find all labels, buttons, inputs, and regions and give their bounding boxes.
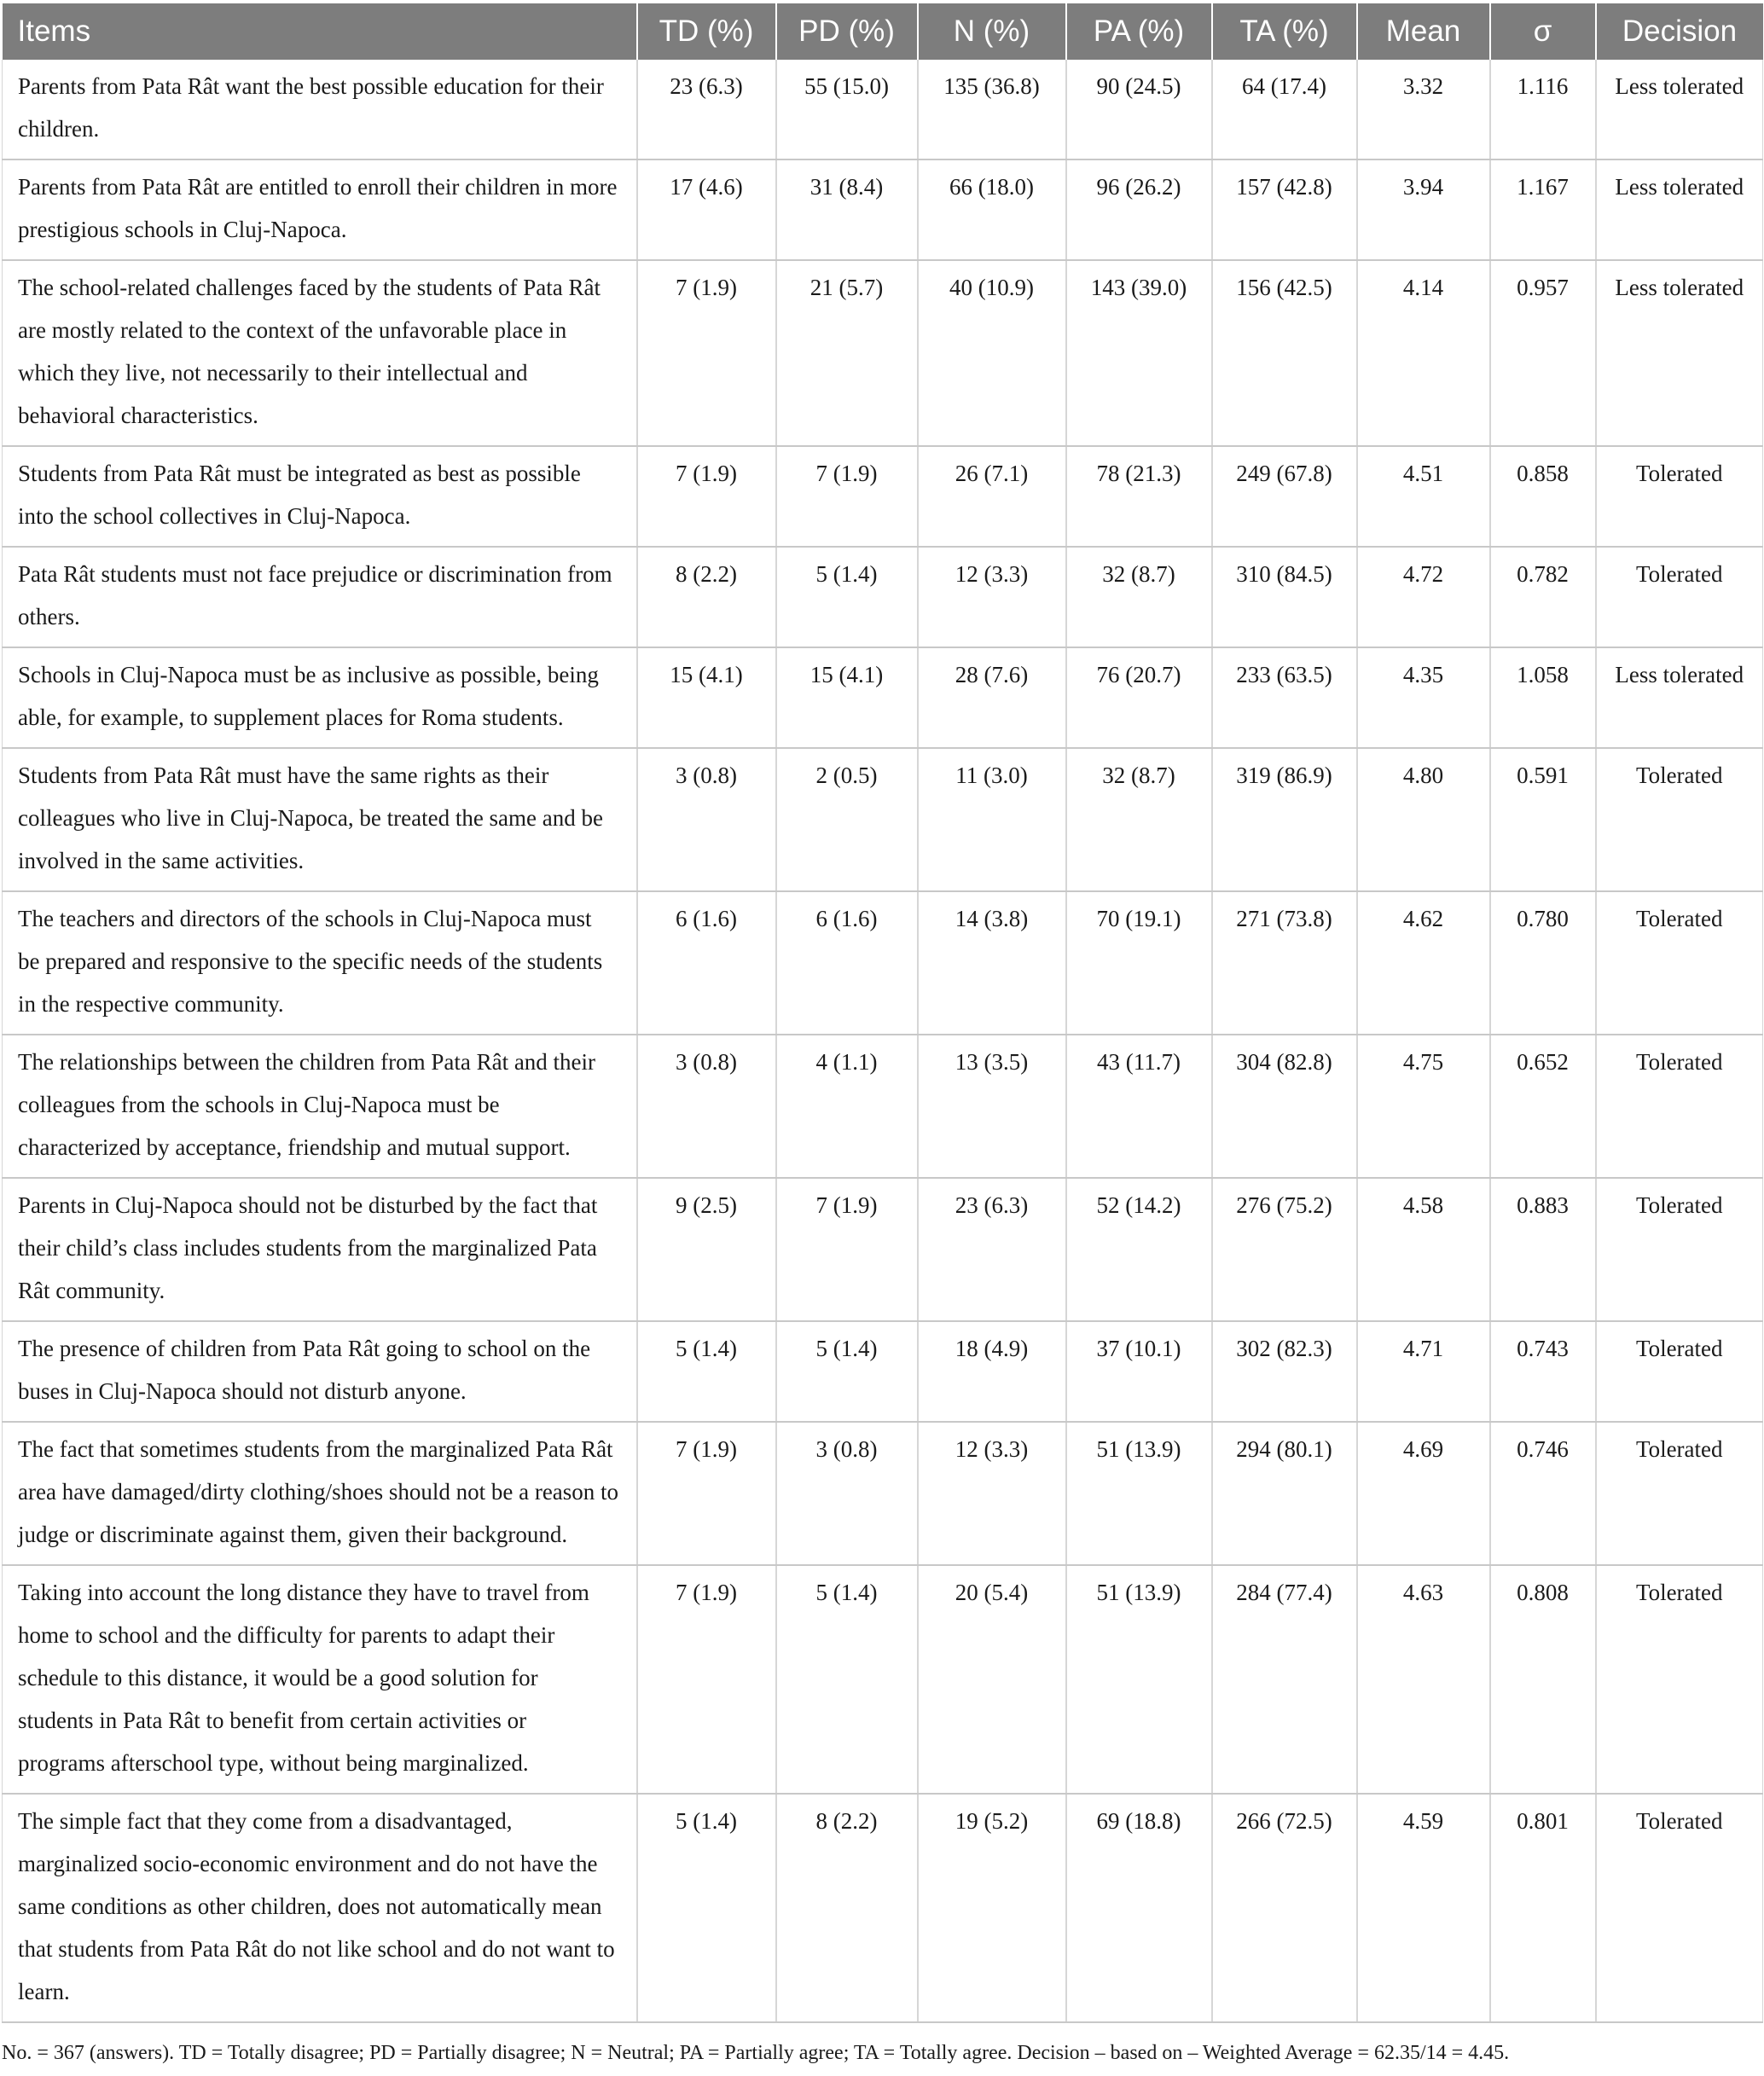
mean-cell: 3.32 [1357,60,1490,159]
td-cell: 8 (2.2) [637,547,776,647]
pa-cell: 69 (18.8) [1066,1794,1212,2022]
column-header: σ [1490,3,1596,60]
ta-cell: 294 (80.1) [1212,1422,1357,1565]
pd-cell: 7 (1.9) [776,446,918,547]
table-row [3,1422,1763,1565]
pd-cell: 5 (1.4) [776,1565,918,1794]
decision-cell: Tolerated [1596,547,1763,647]
sigma-cell: 0.801 [1490,1794,1596,2022]
pd-cell: 8 (2.2) [776,1794,918,2022]
pa-cell: 90 (24.5) [1066,60,1212,159]
ta-cell: 284 (77.4) [1212,1565,1357,1794]
td-cell: 9 (2.5) [637,1178,776,1321]
n-cell: 18 (4.9) [918,1321,1066,1422]
mean-cell: 4.35 [1357,647,1490,748]
pd-cell: 2 (0.5) [776,748,918,891]
td-cell: 7 (1.9) [637,1422,776,1565]
decision-cell: Tolerated [1596,1035,1763,1178]
mean-cell: 4.14 [1357,260,1490,446]
item-cell: Parents from Pata Rât are entitled to enroll their children in more prestigious schools in Cluj-Napoca. [3,159,637,260]
header-row [3,3,1763,60]
table-row [3,1321,1763,1422]
table-row [3,647,1763,748]
sigma-cell: 0.957 [1490,260,1596,446]
decision-cell: Less tolerated [1596,159,1763,260]
pa-cell: 52 (14.2) [1066,1178,1212,1321]
survey-results-table [2,3,1763,2023]
decision-cell: Tolerated [1596,748,1763,891]
sigma-cell: 0.743 [1490,1321,1596,1422]
column-header: Items [3,3,637,60]
pa-cell: 96 (26.2) [1066,159,1212,260]
table-header [3,3,1763,60]
sigma-cell: 1.058 [1490,647,1596,748]
mean-cell: 4.51 [1357,446,1490,547]
ta-cell: 233 (63.5) [1212,647,1357,748]
mean-cell: 4.72 [1357,547,1490,647]
sigma-cell: 0.883 [1490,1178,1596,1321]
td-cell: 15 (4.1) [637,647,776,748]
sigma-cell: 0.780 [1490,891,1596,1035]
td-cell: 6 (1.6) [637,891,776,1035]
decision-cell: Tolerated [1596,1794,1763,2022]
decision-cell: Tolerated [1596,1321,1763,1422]
mean-cell: 4.62 [1357,891,1490,1035]
pd-cell: 31 (8.4) [776,159,918,260]
pa-cell: 43 (11.7) [1066,1035,1212,1178]
column-header: TD (%) [637,3,776,60]
ta-cell: 157 (42.8) [1212,159,1357,260]
item-cell: Parents in Cluj-Napoca should not be disturbed by the fact that their child’s class includes students from the marginalized Pata Rât community. [3,1178,637,1321]
sigma-cell: 1.116 [1490,60,1596,159]
decision-cell: Tolerated [1596,1422,1763,1565]
column-header: Mean [1357,3,1490,60]
pa-cell: 78 (21.3) [1066,446,1212,547]
decision-cell: Tolerated [1596,1565,1763,1794]
td-cell: 7 (1.9) [637,446,776,547]
ta-cell: 249 (67.8) [1212,446,1357,547]
ta-cell: 276 (75.2) [1212,1178,1357,1321]
n-cell: 20 (5.4) [918,1565,1066,1794]
td-cell: 17 (4.6) [637,159,776,260]
table-row [3,60,1763,159]
table-row [3,159,1763,260]
ta-cell: 156 (42.5) [1212,260,1357,446]
pd-cell: 21 (5.7) [776,260,918,446]
sigma-cell: 0.858 [1490,446,1596,547]
pd-cell: 3 (0.8) [776,1422,918,1565]
decision-cell: Less tolerated [1596,260,1763,446]
item-cell: The fact that sometimes students from the marginalized Pata Rât area have damaged/dirty clothing/shoes should not be a reason to judge or discriminate against them, given their background. [3,1422,637,1565]
ta-cell: 271 (73.8) [1212,891,1357,1035]
n-cell: 19 (5.2) [918,1794,1066,2022]
sigma-cell: 0.746 [1490,1422,1596,1565]
column-header: Decision [1596,3,1763,60]
pa-cell: 143 (39.0) [1066,260,1212,446]
table-body [3,60,1763,2022]
sigma-cell: 0.808 [1490,1565,1596,1794]
mean-cell: 4.75 [1357,1035,1490,1178]
mean-cell: 4.63 [1357,1565,1490,1794]
item-cell: The presence of children from Pata Rât going to school on the buses in Cluj-Napoca should not disturb anyone. [3,1321,637,1422]
n-cell: 11 (3.0) [918,748,1066,891]
item-cell: Students from Pata Rât must be integrated as best as possible into the school collectives in Cluj-Napoca. [3,446,637,547]
mean-cell: 3.94 [1357,159,1490,260]
table-row [3,748,1763,891]
n-cell: 28 (7.6) [918,647,1066,748]
item-cell: The simple fact that they come from a disadvantaged, marginalized socio-economic environment and do not have the same conditions as other children, does not automatically mean that students from Pata Rât do not like school and do not want to learn. [3,1794,637,2022]
pa-cell: 76 (20.7) [1066,647,1212,748]
mean-cell: 4.71 [1357,1321,1490,1422]
td-cell: 3 (0.8) [637,748,776,891]
ta-cell: 304 (82.8) [1212,1035,1357,1178]
n-cell: 12 (3.3) [918,547,1066,647]
pa-cell: 51 (13.9) [1066,1422,1212,1565]
decision-cell: Less tolerated [1596,60,1763,159]
ta-cell: 319 (86.9) [1212,748,1357,891]
pa-cell: 32 (8.7) [1066,748,1212,891]
pd-cell: 55 (15.0) [776,60,918,159]
table-row [3,1035,1763,1178]
n-cell: 12 (3.3) [918,1422,1066,1565]
td-cell: 5 (1.4) [637,1794,776,2022]
table-row [3,547,1763,647]
decision-cell: Tolerated [1596,446,1763,547]
item-cell: The teachers and directors of the schools in Cluj-Napoca must be prepared and responsive to the specific needs of the students in the respective community. [3,891,637,1035]
decision-cell: Tolerated [1596,1178,1763,1321]
table-footnote: No. = 367 (answers). TD = Totally disagree; PD = Partially disagree; N = Neutral; PA = Partially agree; TA = Totally agree. Decision – based on – Weighted Average = 62.35/14 = 4.45. [2,2042,1510,2064]
n-cell: 23 (6.3) [918,1178,1066,1321]
sigma-cell: 1.167 [1490,159,1596,260]
decision-cell: Less tolerated [1596,647,1763,748]
item-cell: Parents from Pata Rât want the best possible education for their children. [3,60,637,159]
td-cell: 23 (6.3) [637,60,776,159]
ta-cell: 64 (17.4) [1212,60,1357,159]
pd-cell: 6 (1.6) [776,891,918,1035]
pa-cell: 32 (8.7) [1066,547,1212,647]
table-row [3,1794,1763,2022]
pa-cell: 37 (10.1) [1066,1321,1212,1422]
td-cell: 5 (1.4) [637,1321,776,1422]
ta-cell: 302 (82.3) [1212,1321,1357,1422]
item-cell: The school-related challenges faced by the students of Pata Rât are mostly related to the context of the unfavorable place in which they live, not necessarily to their intellectual and behavioral characteristics. [3,260,637,446]
n-cell: 26 (7.1) [918,446,1066,547]
table-row [3,446,1763,547]
pd-cell: 4 (1.1) [776,1035,918,1178]
mean-cell: 4.69 [1357,1422,1490,1565]
mean-cell: 4.59 [1357,1794,1490,2022]
column-header: TA (%) [1212,3,1357,60]
n-cell: 135 (36.8) [918,60,1066,159]
item-cell: Taking into account the long distance they have to travel from home to school and the difficulty for parents to adapt their schedule to this distance, it would be a good solution for students in Pata Rât to benefit from certain activities or programs afterschool type, without being marginalized. [3,1565,637,1794]
td-cell: 7 (1.9) [637,260,776,446]
pa-cell: 70 (19.1) [1066,891,1212,1035]
table-row [3,1178,1763,1321]
n-cell: 40 (10.9) [918,260,1066,446]
item-cell: The relationships between the children from Pata Rât and their colleagues from the schools in Cluj-Napoca must be characterized by acceptance, friendship and mutual support. [3,1035,637,1178]
table-row [3,260,1763,446]
mean-cell: 4.80 [1357,748,1490,891]
sigma-cell: 0.782 [1490,547,1596,647]
n-cell: 66 (18.0) [918,159,1066,260]
pa-cell: 51 (13.9) [1066,1565,1212,1794]
item-cell: Pata Rât students must not face prejudice or discrimination from others. [3,547,637,647]
column-header: N (%) [918,3,1066,60]
item-cell: Students from Pata Rât must have the same rights as their colleagues who live in Cluj-Napoca, be treated the same and be involved in the same activities. [3,748,637,891]
item-cell: Schools in Cluj-Napoca must be as inclusive as possible, being able, for example, to supplement places for Roma students. [3,647,637,748]
pd-cell: 5 (1.4) [776,547,918,647]
pd-cell: 5 (1.4) [776,1321,918,1422]
ta-cell: 310 (84.5) [1212,547,1357,647]
td-cell: 7 (1.9) [637,1565,776,1794]
n-cell: 13 (3.5) [918,1035,1066,1178]
mean-cell: 4.58 [1357,1178,1490,1321]
table-row [3,1565,1763,1794]
table-row [3,891,1763,1035]
sigma-cell: 0.652 [1490,1035,1596,1178]
td-cell: 3 (0.8) [637,1035,776,1178]
ta-cell: 266 (72.5) [1212,1794,1357,2022]
sigma-cell: 0.591 [1490,748,1596,891]
n-cell: 14 (3.8) [918,891,1066,1035]
decision-cell: Tolerated [1596,891,1763,1035]
pd-cell: 15 (4.1) [776,647,918,748]
column-header: PD (%) [776,3,918,60]
pd-cell: 7 (1.9) [776,1178,918,1321]
column-header: PA (%) [1066,3,1212,60]
